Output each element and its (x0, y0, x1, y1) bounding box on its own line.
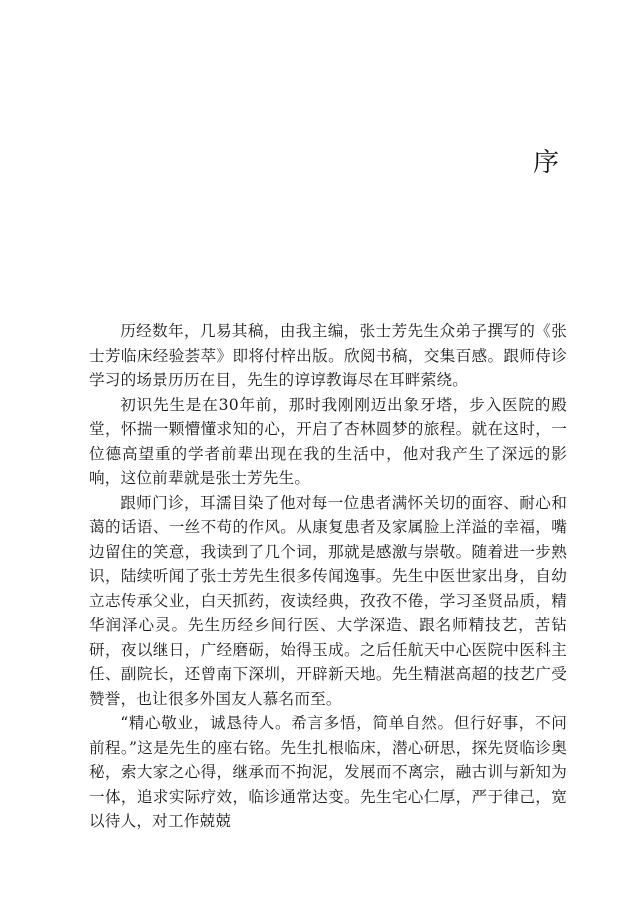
paragraph: “精心敬业，诚恳待人。希言多悟，简单自然。但行好事，不问前程。”这是先生的座右铭。先生扎根临床，潜心研思，探先贤临诊奥秘，索大家之心得，继承而不拘泥，发展而不离宗，融古训与新知为一体，追求实际疗效，临诊通常达变。先生宅心仁厚，严于律己，宽以待人，对工作兢兢 (89, 714, 567, 830)
paragraph: 历经数年，几易其稿，由我主编，张士芳先生众弟子撰写的《张士芳临床经验荟萃》即将付梓出版。欣阅书稿，交集百感。跟师侍诊学习的场景历历在目，先生的谆谆教诲尽在耳畔萦绕。 (89, 322, 567, 389)
paragraph: 初识先生是在30年前，那时我刚刚迈出象牙塔，步入医院的殿堂，怀揣一颗懵懂求知的心，开启了杏林圆梦的旅程。就在这时，一位德高望重的学者前辈出现在我的生活中，他对我产生了深远的影响，这位前辈就是张士芳先生。 (89, 395, 567, 487)
paragraph: 跟师门诊，耳濡目染了他对每一位患者满怀关切的面容、耐心和蔼的话语、一丝不苟的作风。从康复患者及家属脸上洋溢的幸福，嘴边留住的笑意，我读到了几个词，那就是感激与崇敬。随着进一步熟识，陆续听闻了张士芳先生很多传闻逸事。先生中医世家出身，自幼立志传承父业，白天抓药，夜读经典，孜孜不倦，学习圣贤品质，精华润泽心灵。先生历经乡间行医、大学深造、跟名师精技艺，苦钻研，夜以继日，广经磨砺，始得玉成。之后任航天中心医院中医科主任、副院长，还曾南下深圳，开辟新天地。先生精湛高超的技艺广受赞誉，也让很多外国友人慕名而至。 (89, 493, 567, 708)
preface-body (89, 319, 567, 834)
chapter-title: 序 (532, 148, 561, 178)
